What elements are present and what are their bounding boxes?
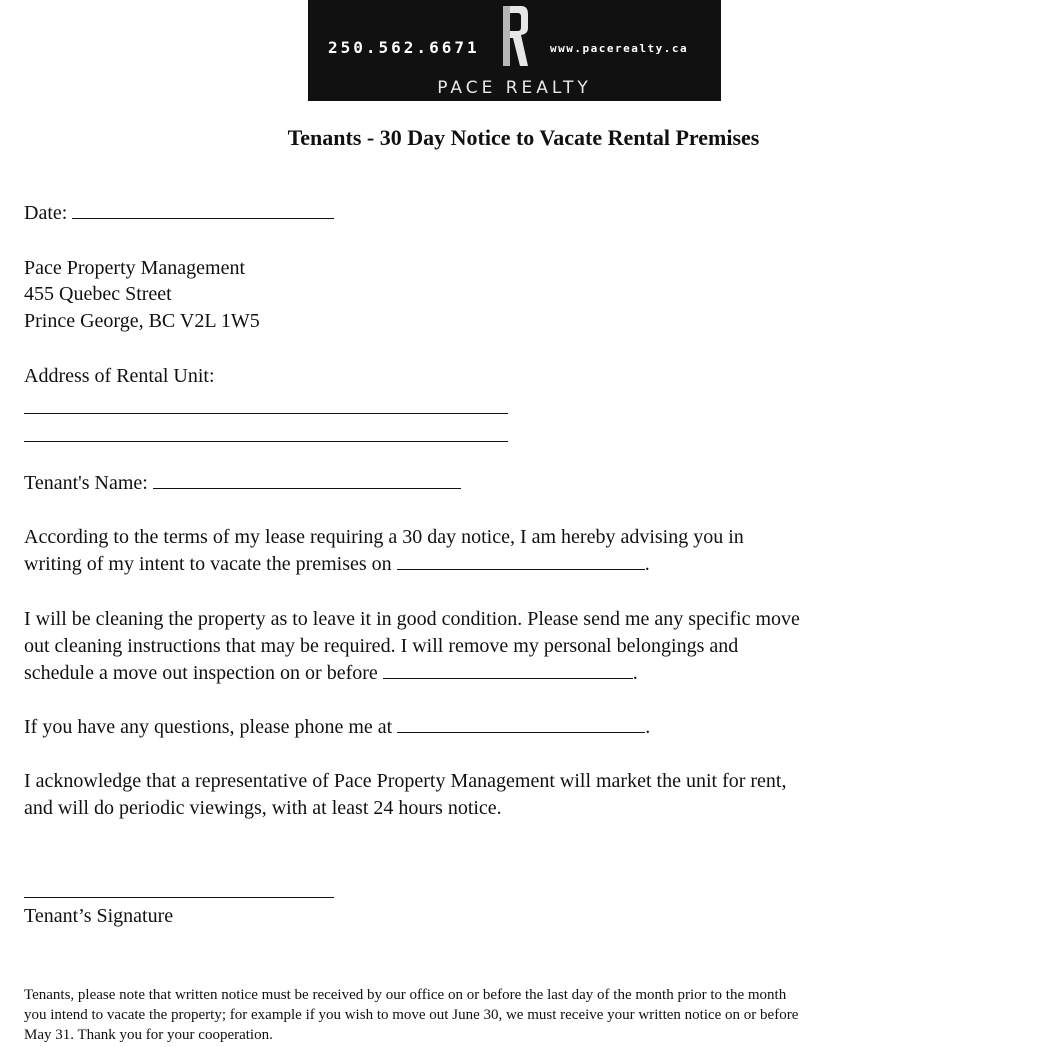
pace-r-logo-icon (500, 4, 530, 68)
recipient-name: Pace Property Management (24, 257, 246, 279)
notice-line-1: According to the terms of my lease requiring a 30 day notice, I am hereby advising you in (24, 526, 744, 548)
vacate-date-blank[interactable] (397, 551, 645, 570)
acknowledge-line-2: and will do periodic viewings, with at least 24 hours notice. (24, 797, 502, 819)
recipient-street: 455 Quebec Street (24, 283, 172, 305)
date-blank[interactable] (72, 200, 334, 219)
signature-blank[interactable] (24, 897, 334, 898)
cleaning-paragraph (24, 606, 1024, 687)
recipient-city: Prince George, BC V2L 1W5 (24, 310, 260, 332)
notice-line-2: writing of my intent to vacate the premises on . (24, 553, 650, 575)
tenant-name-line (24, 470, 461, 497)
date-label: Date: (24, 202, 68, 224)
website-url: www.pacerealty.ca (550, 42, 689, 55)
cleaning-line-1: I will be cleaning the property as to leave it in good condition. Please send me any specific move (24, 608, 800, 630)
footer-line-1: Tenants, please note that written notice must be received by our office on or before the last day of the month prior to the month (24, 987, 787, 1003)
footer-line-3: May 31. Thank you for your cooperation. (24, 1027, 273, 1043)
inspection-date-blank[interactable] (383, 660, 633, 679)
tenant-name-blank[interactable] (153, 470, 461, 489)
rental-unit-label: Address of Rental Unit: (24, 365, 215, 387)
brand-name: PACE REALTY (437, 78, 592, 98)
cleaning-line-2: out cleaning instructions that may be required. I will remove my personal belongings and (24, 635, 739, 657)
date-line (24, 200, 334, 227)
acknowledge-paragraph (24, 768, 1024, 822)
phone-paragraph: If you have any questions, please phone me at . (24, 716, 651, 738)
phone-blank[interactable] (397, 714, 645, 733)
cleaning-line-3: schedule a move out inspection on or before . (24, 662, 638, 684)
header-banner (308, 0, 721, 101)
phone-number: 250.562.6671 (328, 38, 480, 57)
footer-note (24, 985, 1024, 1045)
footer-line-2: you intend to vacate the property; for example if you wish to move out June 30, we must receive your written notice on or before (24, 1007, 799, 1023)
notice-paragraph (24, 524, 1024, 578)
rental-unit-blank-2[interactable] (24, 441, 508, 442)
document-title: Tenants - 30 Day Notice to Vacate Rental Premises (287, 125, 760, 150)
acknowledge-line-1: I acknowledge that a representative of Pace Property Management will market the unit for rent, (24, 770, 787, 792)
signature-label: Tenant’s Signature (24, 905, 174, 927)
tenant-name-label: Tenant's Name: (24, 472, 148, 494)
rental-unit-blank-1[interactable] (24, 413, 508, 414)
